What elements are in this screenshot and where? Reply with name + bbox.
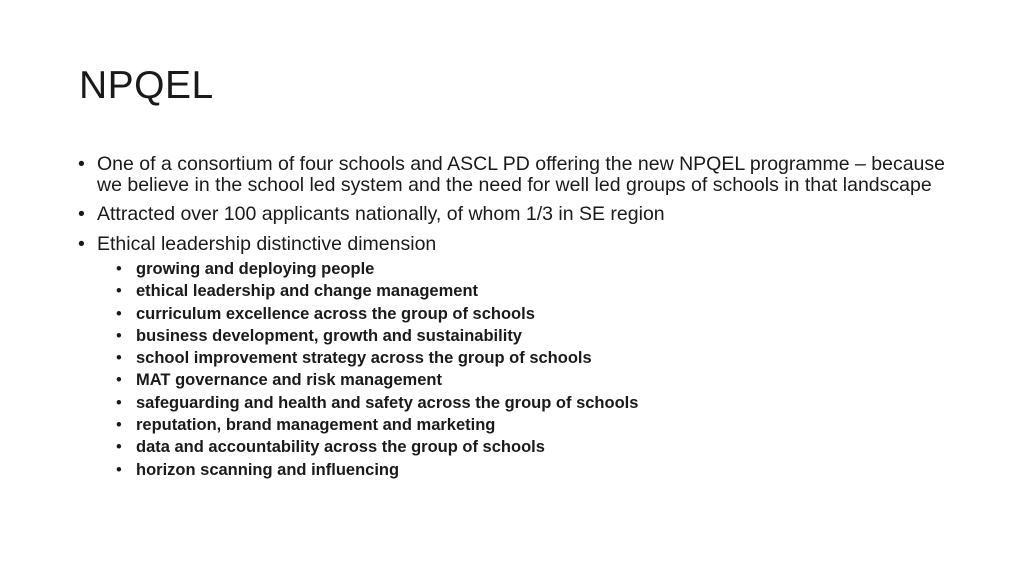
sub-bullet-text: MAT governance and risk management [136, 371, 442, 390]
sub-bullet-item [116, 325, 948, 347]
bullet-dot-icon: • [78, 232, 85, 255]
sub-bullet-dot-icon: • [116, 349, 122, 368]
slide-title: NPQEL [79, 64, 214, 107]
bullet-text: Ethical leadership distinctive dimension [97, 232, 437, 255]
sub-bullet-text: ethical leadership and change management [136, 282, 479, 301]
sub-bullet-text: business development, growth and sustainability [136, 326, 522, 345]
sub-bullet-dot-icon: • [116, 460, 122, 479]
sub-bullet-item [116, 280, 948, 302]
sub-bullet-dot-icon: • [116, 416, 122, 435]
bullet-item [78, 154, 948, 195]
sub-bullet-text: horizon scanning and influencing [136, 460, 400, 479]
sub-bullet-item [116, 459, 948, 481]
sub-bullet-item [116, 303, 948, 325]
bullet-text: One of a consortium of four schools and ASCL PD offering the new NPQEL programme – because we believe in the school led system and the need for well led groups of schools in that landscape [97, 153, 945, 196]
bullet-list [78, 154, 948, 490]
sub-bullet-text: safeguarding and health and safety across the group of schools [136, 393, 639, 412]
sub-bullet-list [97, 258, 948, 481]
sub-bullet-dot-icon: • [116, 304, 122, 323]
sub-bullet-item [116, 369, 948, 391]
sub-bullet-item [116, 347, 948, 369]
sub-bullet-item [116, 436, 948, 458]
sub-bullet-text: curriculum excellence across the group of schools [136, 304, 535, 323]
sub-bullet-dot-icon: • [116, 282, 122, 301]
sub-bullet-item [116, 392, 948, 414]
sub-bullet-dot-icon: • [116, 438, 122, 457]
bullet-text: Attracted over 100 applicants nationally, of whom 1/3 in SE region [97, 203, 665, 225]
bullet-item [78, 204, 948, 225]
sub-bullet-item [116, 414, 948, 436]
sub-bullet-text: growing and deploying people [136, 260, 375, 278]
sub-bullet-text: reputation, brand management and marketing [136, 416, 496, 435]
sub-bullet-dot-icon: • [116, 393, 122, 412]
sub-bullet-text: data and accountability across the group of schools [136, 438, 545, 457]
bullet-dot-icon: • [78, 203, 85, 225]
sub-bullet-item [116, 258, 948, 280]
bullet-item [78, 234, 948, 481]
sub-bullet-text: school improvement strategy across the group of schools [136, 349, 592, 368]
bullet-dot-icon: • [78, 153, 85, 175]
sub-bullet-dot-icon: • [116, 371, 122, 390]
sub-bullet-dot-icon: • [116, 326, 122, 345]
sub-bullet-dot-icon: • [116, 260, 122, 278]
